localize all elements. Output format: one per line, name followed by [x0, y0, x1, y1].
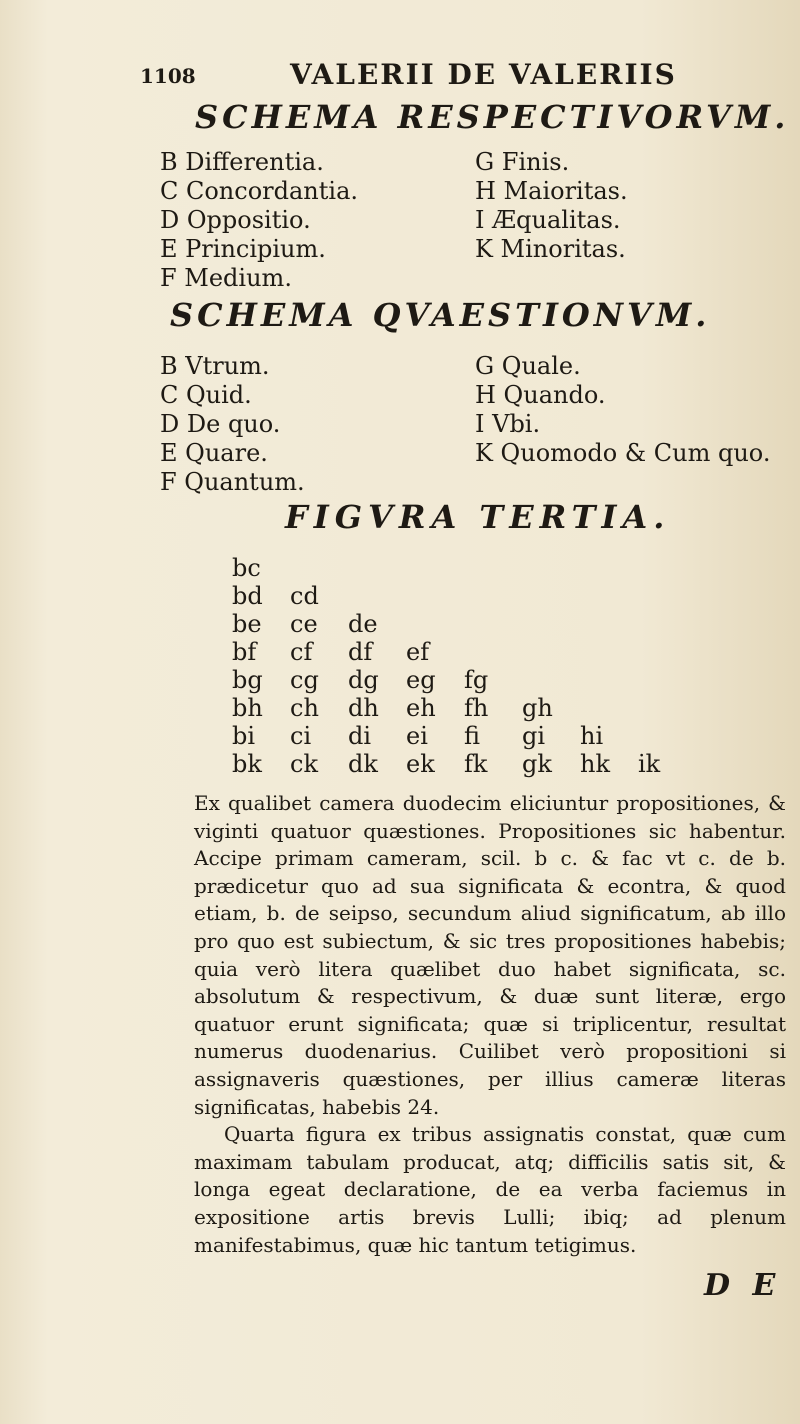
figure-cell: bk: [232, 750, 262, 778]
page-number: 1108: [140, 64, 196, 88]
list-item: F Quantum.: [160, 468, 305, 496]
list-item: K Minoritas.: [475, 235, 626, 263]
figure-cell: dh: [348, 694, 379, 722]
figure-cell: cd: [290, 582, 319, 610]
figure-cell: dg: [348, 666, 379, 694]
figure-cell: ci: [290, 722, 312, 750]
respectivorum-right-list: [475, 148, 628, 264]
figure-cell: eh: [406, 694, 436, 722]
figure-cell: dk: [348, 750, 378, 778]
figure-cell: df: [348, 638, 373, 666]
list-item: C Concordantia.: [160, 177, 359, 205]
list-item: G Quale.: [475, 352, 581, 380]
figura-tertia-title: FIGVRA TERTIA.: [285, 498, 671, 536]
list-item: F Medium.: [160, 264, 292, 292]
quaestionum-left-list: [160, 352, 305, 497]
page-header: [140, 58, 700, 98]
list-item: B Differentia.: [160, 148, 324, 176]
figure-cell: gi: [522, 722, 546, 750]
figure-cell: bh: [232, 694, 263, 722]
figure-cell: ce: [290, 610, 318, 638]
figure-cell: gk: [522, 750, 552, 778]
list-item: I Vbi.: [475, 410, 541, 438]
schema-respectivorum-title: SCHEMA RESPECTIVORVM.: [195, 98, 790, 136]
figure-cell: ch: [290, 694, 319, 722]
list-item: E Principium.: [160, 235, 326, 263]
figure-cell: bf: [232, 638, 257, 666]
figure-cell: hk: [580, 750, 610, 778]
figure-cell: de: [348, 610, 378, 638]
paragraph: Quarta figura ex tribus assignatis constat, quæ cum maximam tabulam producat, atq; difficilis satis sit, & longa egeat declaratione, de ea verba faciemus in expositione artis brevis Lulli; ibiq; ad plenum manifestabimus, quæ hic tantum tetigimus.: [194, 1122, 786, 1257]
list-item: H Quando.: [475, 381, 606, 409]
figure-cell: be: [232, 610, 262, 638]
schema-quaestionum-title: SCHEMA QVAESTIONVM.: [170, 296, 711, 334]
figure-cell: bg: [232, 666, 263, 694]
catchword: D E: [704, 1268, 782, 1303]
list-item: H Maioritas.: [475, 177, 628, 205]
list-item: D De quo.: [160, 410, 281, 438]
list-item: D Oppositio.: [160, 206, 311, 234]
figure-cell: fg: [464, 666, 489, 694]
list-item: G Finis.: [475, 148, 570, 176]
list-item: I Æqualitas.: [475, 206, 621, 234]
figure-cell: hi: [580, 722, 604, 750]
figure-cell: eg: [406, 666, 436, 694]
quaestionum-right-list: [475, 352, 770, 468]
figure-cell: cf: [290, 638, 313, 666]
figure-cell: ef: [406, 638, 430, 666]
body-text: [194, 790, 786, 1259]
respectivorum-left-list: [160, 148, 358, 293]
figure-cell: di: [348, 722, 372, 750]
figure-cell: ek: [406, 750, 435, 778]
figure-cell: fi: [464, 722, 481, 750]
figure-cell: bd: [232, 582, 263, 610]
list-item: C Quid.: [160, 381, 252, 409]
figure-cell: bi: [232, 722, 256, 750]
figure-cell: fh: [464, 694, 489, 722]
list-item: K Quomodo & Cum quo.: [475, 439, 771, 467]
list-item: E Quare.: [160, 439, 268, 467]
paragraph: Ex qualibet camera duodecim eliciuntur propositiones, & viginti quatuor quæstiones. Propositiones sic habentur. Accipe primam cameram, scil. b c. & fac vt c. de b. prædicetur quo ad sua significata & econtra, & quod etiam, b. de seipso, secundum aliud significatum, ab illo pro quo est subiectum, & sic tres propositiones habebis; quia verò litera quælibet duo habet significata, sc. absolutum & respectivum, & duæ sunt literæ, ergo quatuor erunt significata; quæ si triplicentur, resultat numerus duodenarius. Cuilibet verò propositioni si assignaveris quæstiones, per illius cameræ literas significatas, habebis 24.: [194, 791, 786, 1119]
figure-cell: ik: [638, 750, 661, 778]
list-item: B Vtrum.: [160, 352, 270, 380]
figure-cell: bc: [232, 554, 261, 582]
running-head: VALERII DE VALERIIS: [290, 58, 677, 91]
figure-cell: gh: [522, 694, 553, 722]
figure-cell: cg: [290, 666, 319, 694]
figure-cell: ei: [406, 722, 428, 750]
figure-cell: ck: [290, 750, 318, 778]
figure-cell: fk: [464, 750, 488, 778]
